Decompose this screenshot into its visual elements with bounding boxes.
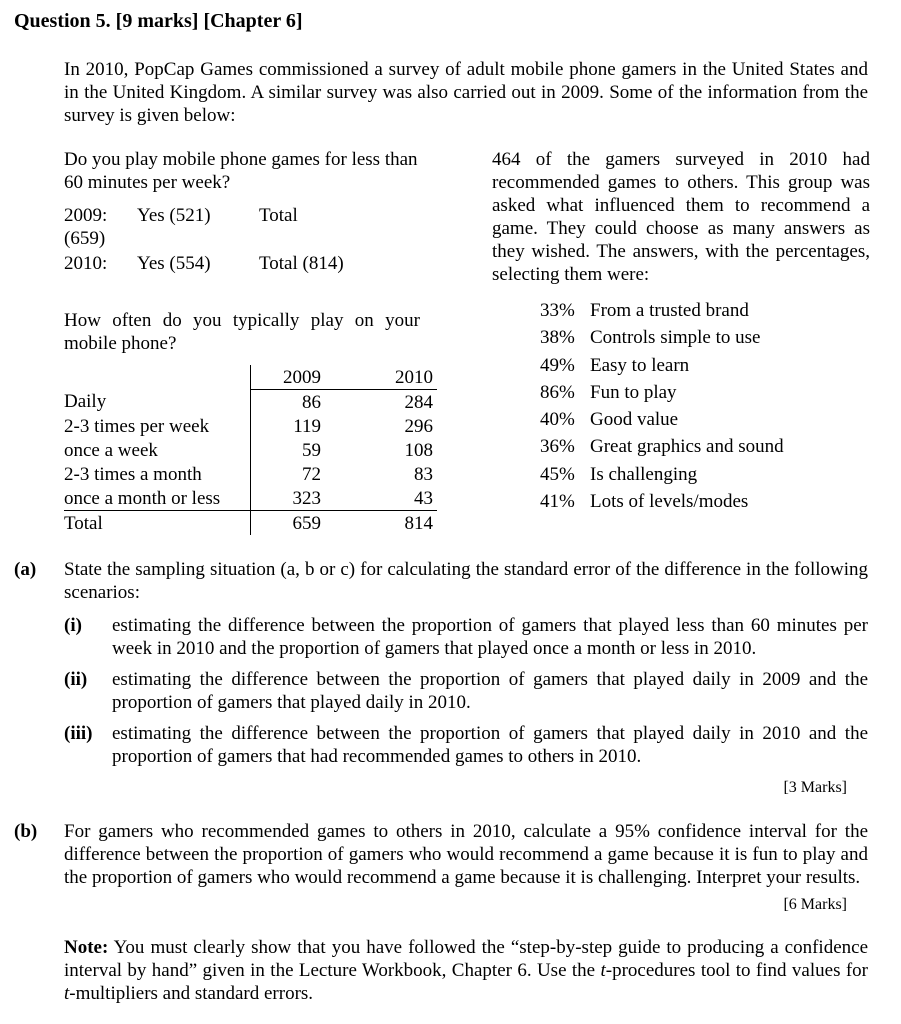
table-total-row: Total 659 814 bbox=[64, 512, 433, 534]
frequency-table bbox=[64, 365, 437, 535]
subpart-ii-text: estimating the difference between the proportion of gamers that played daily in 2009 and the proportion of gamers that played daily in 2010. bbox=[112, 669, 868, 713]
list-item: 41% Lots of levels/modes bbox=[540, 491, 749, 513]
survey-question-2: How often do you typically play on your mobile phone? bbox=[64, 310, 420, 354]
response-total: Total (814) bbox=[259, 253, 344, 274]
survey-question-1: Do you play mobile phone games for less than 60 minutes per week? bbox=[64, 149, 418, 193]
list-item: 40% Good value bbox=[540, 409, 679, 431]
part-a-text: State the sampling situation (a, b or c) for calculating the standard error of the difference in the following scenarios: bbox=[64, 559, 868, 603]
part-a-marks: [3 Marks] bbox=[783, 779, 847, 796]
part-b-text: For gamers who recommended games to others in 2010, calculate a 95% confidence interval for the difference between the proportion of gamers who would recommend a game because it is fun to play and the proportion of gamers who would recommend a game because it is challenging. Interpret your results. bbox=[64, 821, 868, 888]
part-b-marks: [6 Marks] bbox=[783, 896, 847, 913]
subpart-ii-label: (ii) bbox=[64, 669, 88, 690]
list-item: 33% From a trusted brand bbox=[540, 300, 749, 321]
header-2010: 2010 bbox=[337, 365, 437, 390]
response-total: Total bbox=[259, 205, 298, 226]
part-b-label: (b) bbox=[14, 821, 38, 842]
header-2009: 2009 bbox=[251, 365, 338, 390]
list-item: 49% Easy to learn bbox=[540, 354, 690, 376]
subpart-iii-label: (iii) bbox=[64, 723, 93, 744]
response-year: 2009: bbox=[64, 205, 108, 226]
note-label: Note: bbox=[64, 937, 109, 958]
table-header-row bbox=[64, 365, 437, 390]
response-yes: Yes (554) bbox=[137, 253, 211, 274]
response-yes: Yes (521) bbox=[137, 205, 211, 226]
table-row: Daily 86 284 bbox=[64, 391, 433, 413]
recommend-paragraph: 464 of the gamers surveyed in 2010 had recommended games to others. This group was asked what influenced them to recommend a game. They could choose as many answers as they wished. The answers, with the percentages, selecting them were: bbox=[492, 149, 870, 285]
answers-list bbox=[540, 299, 784, 517]
note-paragraph: Note: You must clearly show that you have followed the “step-by-step guide to producing a confidence interval by hand” given in the Lecture Workbook, Chapter 6. Use the t-procedures tool to find values for t-multipliers and standard errors. bbox=[64, 937, 868, 1004]
subpart-iii-text: estimating the difference between the proportion of gamers that played daily in 2010 and the proportion of gamers that had recommended games to others in 2010. bbox=[112, 723, 868, 767]
response-total-count: (659) bbox=[64, 228, 106, 249]
list-item: 86% Fun to play bbox=[540, 381, 677, 403]
response-year: 2010: bbox=[64, 253, 108, 274]
intro-paragraph: In 2010, PopCap Games commissioned a survey of adult mobile phone gamers in the United States and in the United Kingdom. A similar survey was also carried out in 2009. Some of the information from the survey is given below: bbox=[64, 59, 868, 126]
part-a-label: (a) bbox=[14, 559, 37, 580]
list-item: 36% Great graphics and sound bbox=[540, 436, 784, 458]
subpart-i-text: estimating the difference between the proportion of gamers that played less than 60 minutes per week in 2010 and the proportion of gamers that played once a month or less in 2010. bbox=[112, 615, 868, 659]
list-item: 38% Controls simple to use bbox=[540, 327, 761, 349]
table-row: once a week 59 108 bbox=[64, 439, 433, 461]
list-item: 45% Is challenging bbox=[540, 463, 698, 485]
table-row: 2-3 times a month 72 83 bbox=[64, 463, 433, 485]
subpart-i-label: (i) bbox=[64, 615, 82, 636]
table-row: 2-3 times per week 119 296 bbox=[64, 415, 433, 437]
table-row: once a month or less 323 43 bbox=[64, 486, 437, 511]
question-heading: Question 5. [9 marks] [Chapter 6] bbox=[14, 10, 303, 32]
